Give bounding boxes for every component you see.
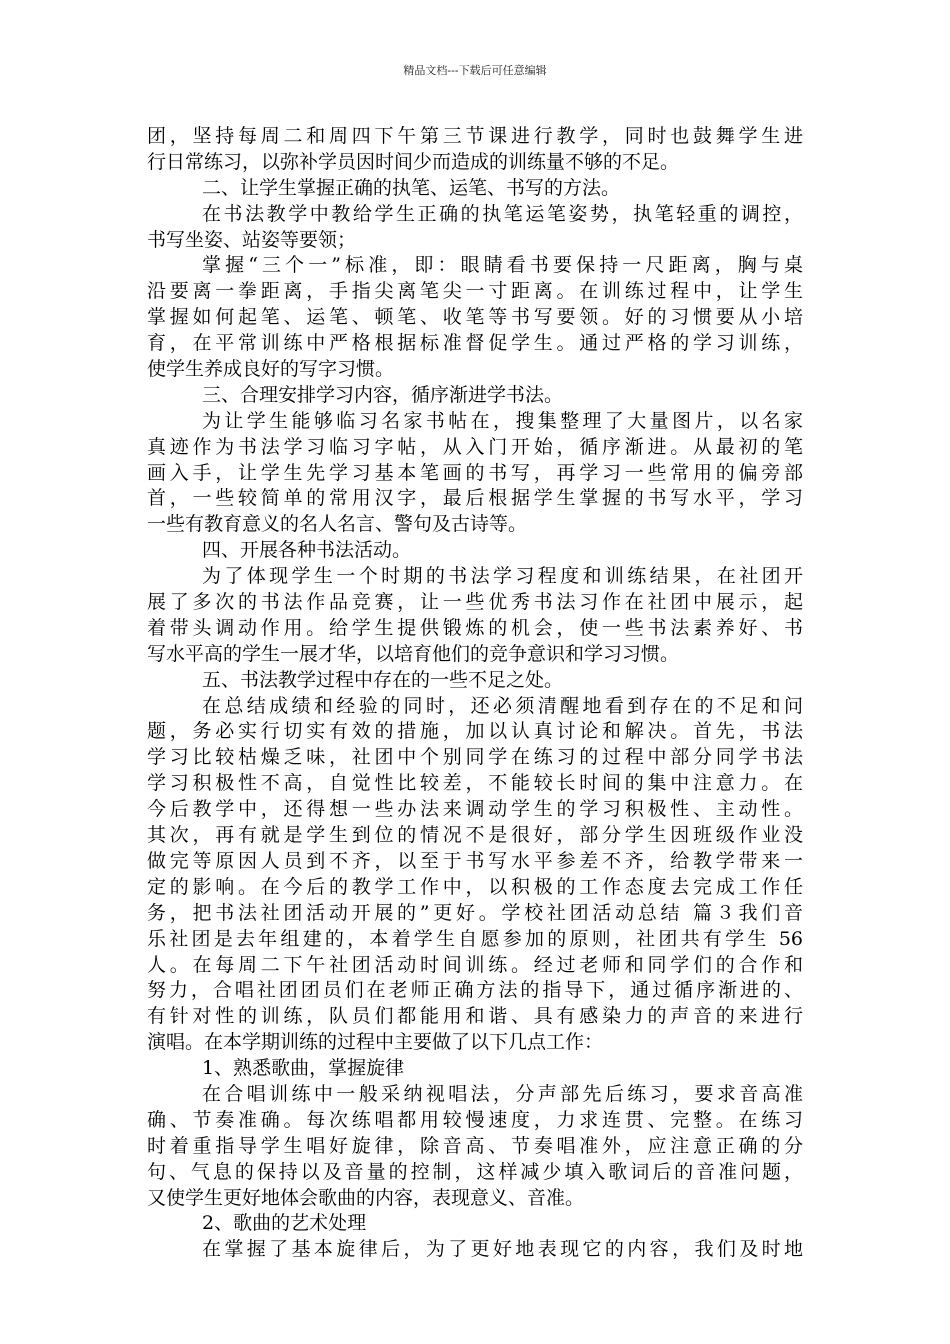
text-line: 句、气息的保持以及音量的控制，这样减少填入歌词后的音准问题， (147, 1160, 803, 1183)
text-line: 在总结成绩和经验的同时，还必须清醒地看到存在的不足和问 (202, 694, 803, 717)
text-line: 五、书法教学过程中存在的一些不足之处。 (202, 668, 564, 691)
text-line: 写水平高的学生一展才华，以培育他们的竞争意识和学习习惯。 (147, 642, 680, 665)
text-line: 掌握“三个一”标准，即：眼睛看书要保持一尺距离，胸与桌 (202, 254, 803, 277)
text-line: 掌握如何起笔、运笔、顿笔、收笔等书写要领。好的习惯要从小培 (147, 306, 803, 329)
text-line: 2、歌曲的艺术处理 (202, 1212, 367, 1235)
text-line: 画入手，让学生先学习基本笔画的书写，再学习一些常用的偏旁部 (147, 461, 803, 484)
document-body (147, 124, 803, 1263)
text-line: 四、开展各种书法活动。 (202, 539, 412, 562)
text-line: 二、让学生掌握正确的执笔、运笔、书写的方法。 (202, 176, 621, 199)
text-line: 学习比较枯燥乏味，社团中个别同学在练习的过程中部分同学书法 (147, 746, 803, 769)
page-header: 精品文档---下载后可任意编辑 (403, 64, 547, 77)
text-line: 其次，再有就是学生到位的情况不是很好，部分学生因班级作业没 (147, 824, 803, 847)
text-line: 育，在平常训练中严格根据标准督促学生。通过严格的学习训练， (147, 332, 803, 355)
text-line: 展了多次的书法作品竞赛，让一些优秀书法习作在社团中展示，起 (147, 591, 803, 614)
text-line: 确、节奏准确。每次练唱都用较慢速度，力求连贯、完整。在练习 (147, 1108, 803, 1131)
text-line: 题，务必实行切实有效的措施，加以认真讨论和解决。首先，书法 (147, 720, 803, 743)
text-line: 为让学生能够临习名家书帖在，搜集整理了大量图片，以名家 (202, 409, 803, 432)
text-line: 行日常练习，以弥补学员因时间少而造成的训练量不够的不足。 (147, 150, 680, 173)
text-line: 学习积极性不高，自觉性比较差，不能较长时间的集中注意力。在 (147, 772, 803, 795)
text-line: 务，把书法社团活动开展的”更好。学校社团活动总结 篇３我们音 (147, 901, 803, 924)
text-line: 一些有教育意义的名人名言、警句及古诗等。 (147, 513, 528, 536)
text-line: 在书法教学中教给学生正确的执笔运笔姿势，执笔轻重的调控， (202, 202, 803, 225)
text-line: 努力，合唱社团团员们在老师正确方法的指导下，通过循序渐进的、 (147, 979, 803, 1002)
text-line: 使学生养成良好的写字习惯。 (147, 358, 395, 381)
text-line: 时着重指导学生唱好旋律，除音高、节奏唱准外，应注意正确的分 (147, 1134, 803, 1157)
text-line: 为了体现学生一个时期的书法学习程度和训练结果，在社团开 (202, 565, 803, 588)
text-line: 1、熟悉歌曲，掌握旋律 (202, 1057, 405, 1080)
text-line: 在合唱训练中一般采纳视唱法，分声部先后练习，要求音高准 (202, 1082, 803, 1105)
text-line: 做完等原因人员到不齐，以至于书写水平参差不齐，给教学带来一 (147, 849, 803, 872)
text-line: 三、合理安排学习内容，循序渐进学书法。 (202, 383, 564, 406)
text-line: 着带头调动作用。给学生提供锻炼的机会，使一些书法素养好、书 (147, 616, 803, 639)
text-line: 真迹作为书法学习临习字帖，从入门开始，循序渐进。从最初的笔 (147, 435, 803, 458)
text-line: 团，坚持每周二和周四下午第三节课进行教学，同时也鼓舞学生进 (147, 125, 803, 147)
text-line: 演唱。在本学期训练的过程中主要做了以下几点工作： (147, 1031, 604, 1054)
text-line: 在掌握了基本旋律后，为了更好地表现它的内容，我们及时地 (202, 1238, 803, 1261)
text-line: 又使学生更好地体会歌曲的内容，表现意义、音准。 (147, 1186, 585, 1209)
text-line: 乐社团是去年组建的，本着学生自愿参加的原则，社团共有学生 56 (147, 927, 803, 950)
text-line: 定的影响。在今后的教学工作中，以积极的工作态度去完成工作任 (147, 875, 803, 898)
text-line: 书写坐姿、站姿等要领； (147, 228, 357, 251)
text-line: 今后教学中，还得想一些办法来调动学生的学习积极性、主动性。 (147, 798, 803, 821)
text-line: 沿要离一拳距离，手指尖离笔尖一寸距离。在训练过程中，让学生 (147, 280, 803, 303)
text-line: 首，一些较简单的常用汉字，最后根据学生掌握的书写水平，学习 (147, 487, 803, 510)
text-line: 人。在每周二下午社团活动时间训练。经过老师和同学们的合作和 (147, 953, 803, 976)
text-line: 有针对性的训练，队员们都能用和谐、具有感染力的声音的来进行 (147, 1005, 803, 1028)
